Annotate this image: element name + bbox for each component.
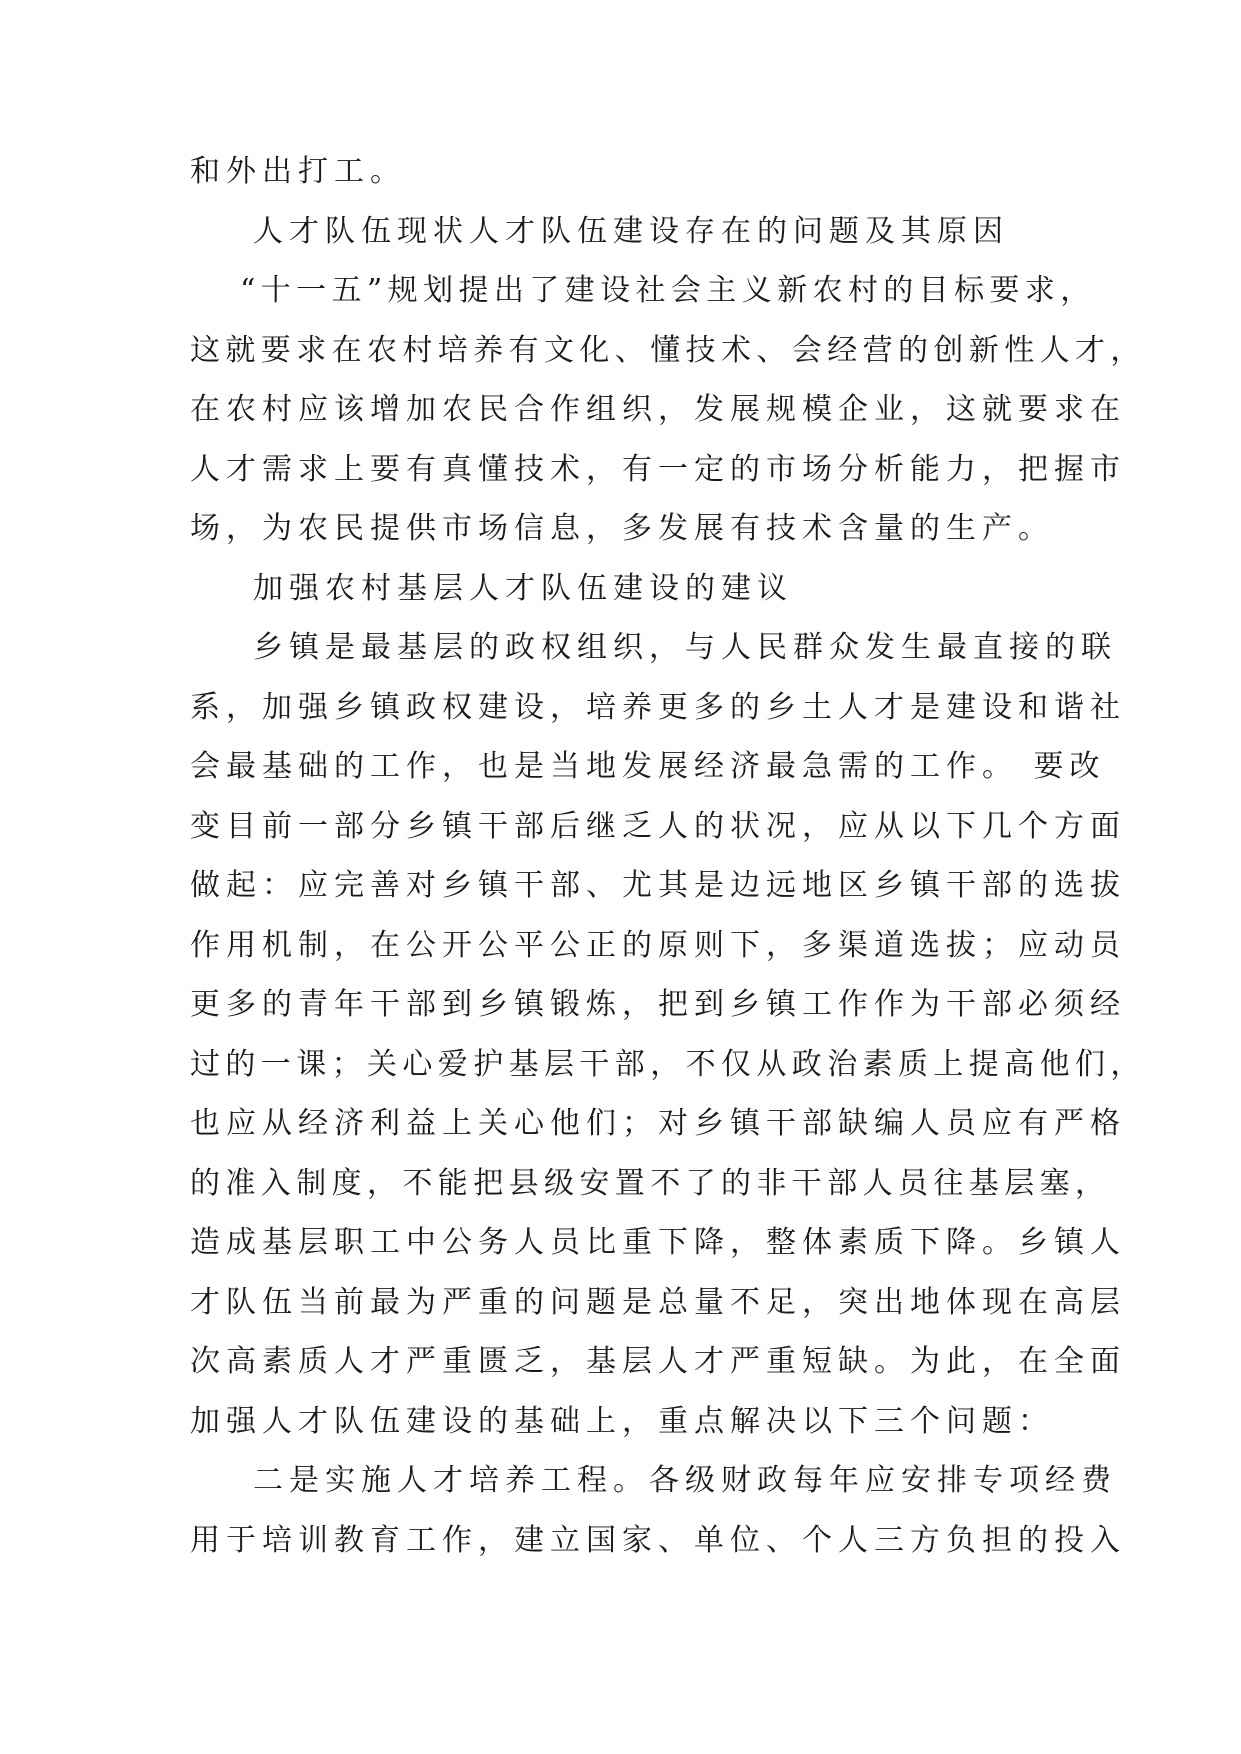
section-heading: 人才队伍现状人才队伍建设存在的问题及其原因 [253, 213, 1009, 249]
text-line: 变目前一部分乡镇干部后继乏人的状况，应从以下几个方面 [190, 808, 1126, 844]
section-heading: 加强农村基层人才队伍建设的建议 [253, 570, 793, 606]
text-line: 在农村应该增加农民合作组织，发展规模企业，这就要求在 [190, 392, 1126, 427]
text-line: 的准入制度，不能把县级安置不了的非干部人员往基层塞， [190, 1165, 1111, 1201]
text-line: 用于培训教育工作，建立国家、单位、个人三方负担的投入 [190, 1522, 1126, 1558]
text-line: 二是实施人才培养工程。各级财政每年应安排专项经费 [253, 1463, 1117, 1498]
text-line: 这就要求在农村培养有文化、懂技术、会经营的创新性人才， [190, 332, 1146, 368]
text-line: 也应从经济利益上关心他们；对乡镇干部缺编人员应有严格 [190, 1106, 1126, 1141]
text-line: 更多的青年干部到乡镇锻炼，把到乡镇工作作为干部必须经 [190, 987, 1126, 1022]
text-line: 才队伍当前最为严重的问题是总量不足，突出地体现在高层 [190, 1284, 1126, 1320]
text-line: “十一五”规划提出了建设社会主义新农村的目标要求， [240, 273, 1096, 308]
text-line: 次高素质人才严重匮乏，基层人才严重短缺。为此，在全面 [190, 1344, 1126, 1379]
text-line: 过的一课；关心爱护基层干部，不仅从政治素质上提高他们， [190, 1046, 1146, 1082]
text-line: 会最基础的工作，也是当地发展经济最急需的工作。 要改 [190, 749, 1106, 784]
text-line: 场，为农民提供市场信息，多发展有技术含量的生产。 [190, 511, 1054, 546]
text-line: 造成基层职工中公务人员比重下降，整体素质下降。乡镇人 [190, 1225, 1126, 1260]
text-line: 加强人才队伍建设的基础上，重点解决以下三个问题： [190, 1403, 1054, 1439]
text-line: 和外出打工。 [190, 154, 406, 189]
text-line: 人才需求上要有真懂技术，有一定的市场分析能力，把握市 [190, 451, 1126, 487]
text-line: 作用机制，在公开公平公正的原则下，多渠道选拔；应动员 [190, 927, 1126, 963]
text-line: 乡镇是最基层的政权组织，与人民群众发生最直接的联 [253, 630, 1117, 665]
text-line: 做起：应完善对乡镇干部、尤其是边远地区乡镇干部的选拔 [190, 868, 1126, 903]
text-line: 系，加强乡镇政权建设，培养更多的乡土人才是建设和谐社 [190, 689, 1126, 725]
